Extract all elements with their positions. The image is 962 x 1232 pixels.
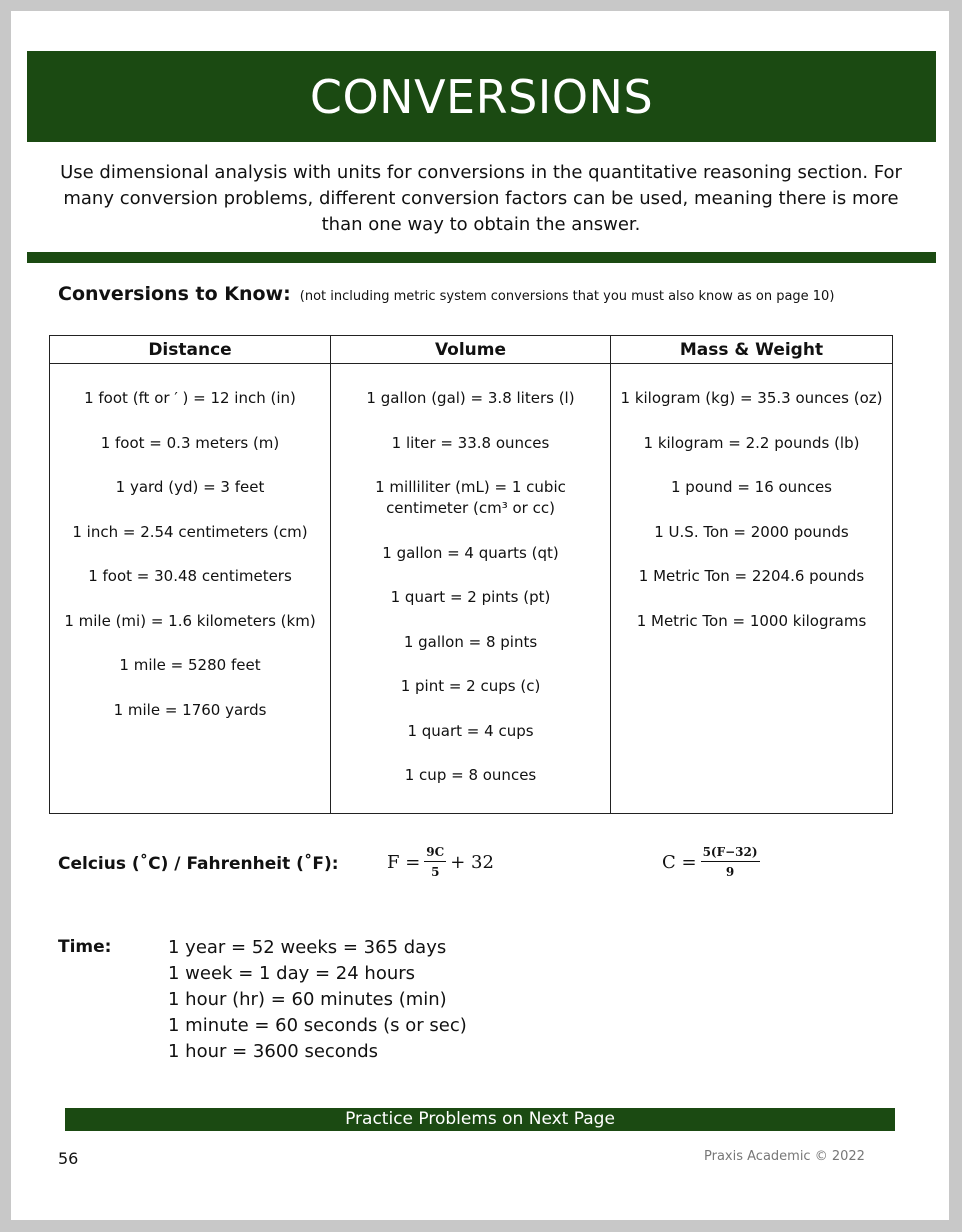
list-item: 1 mile = 5280 feet [119, 656, 261, 674]
formula-lhs: F = [387, 851, 421, 873]
formula-fraction [424, 845, 446, 879]
distance-column [50, 364, 331, 814]
list-item: 1 hour (hr) = 60 minutes (min) [168, 989, 447, 1010]
fraction-denominator: 9 [725, 865, 735, 879]
fahrenheit-formula [387, 845, 494, 879]
list-item: 1 inch = 2.54 centimeters (cm) [72, 522, 308, 541]
list-item: 1 year = 52 weeks = 365 days [168, 937, 447, 958]
list-item: 1 liter = 33.8 ounces [391, 433, 550, 452]
fraction-numerator: 9C [424, 845, 446, 862]
copyright-notice: Praxis Academic © 2022 [704, 1149, 865, 1164]
section-heading-note: (not including metric system conversions that you must also know as on page 10) [299, 289, 835, 304]
column-header-distance: Distance [50, 336, 331, 364]
list-item: 1 Metric Ton = 1000 kilograms [636, 611, 867, 630]
list-item: 1 U.S. Ton = 2000 pounds [654, 522, 849, 541]
list-item: 1 gallon (gal) = 3.8 liters (l) [366, 389, 575, 407]
list-item: 1 quart = 4 cups [407, 721, 534, 740]
list-item: 1 mile (mi) = 1.6 kilometers (km) [64, 611, 316, 630]
formula-rhs: + 32 [450, 851, 494, 873]
section-heading [58, 283, 834, 305]
list-item: 1 quart = 2 pints (pt) [390, 588, 551, 606]
list-item: 1 foot = 30.48 centimeters [88, 567, 292, 585]
list-item: 1 pint = 2 cups (c) [400, 677, 541, 695]
temperature-label: Celcius (˚C) / Fahrenheit (˚F): [58, 854, 339, 874]
fraction-denominator: 5 [431, 865, 440, 879]
volume-column [331, 364, 611, 814]
list-item: 1 Metric Ton = 2204.6 pounds [638, 567, 865, 585]
page-number: 56 [58, 1149, 79, 1168]
formula-lhs: C = [662, 851, 697, 873]
column-header-volume: Volume [331, 336, 611, 364]
page-title: CONVERSIONS [27, 51, 936, 142]
intro-paragraph: Use dimensional analysis with units for conversions in the quantitative reasoning section. For many conversion problems, different conversion factors can be used, meaning there is more than one way to obtain the answer. [60, 162, 902, 235]
column-header-mass: Mass & Weight [611, 336, 893, 364]
time-conversions [168, 935, 467, 1065]
celsius-formula [662, 845, 764, 879]
list-item: 1 kilogram = 2.2 pounds (lb) [643, 433, 860, 452]
list-item: 1 yard (yd) = 3 feet [115, 478, 265, 496]
list-item: 1 mile = 1760 yards [113, 700, 267, 719]
table-body-row [50, 364, 893, 814]
section-heading-title: Conversions to Know: [58, 283, 291, 305]
document-page [11, 11, 949, 1220]
list-item: 1 gallon = 4 quarts (qt) [382, 543, 559, 562]
list-item: 1 minute = 60 seconds (s or sec) [168, 1015, 467, 1036]
fraction-numerator: 5(F−32) [701, 845, 760, 862]
list-item: 1 pound = 16 ounces [671, 478, 832, 496]
section-divider [27, 252, 936, 263]
list-item: 1 foot (ft or ′ ) = 12 inch (in) [84, 389, 296, 407]
list-item: 1 foot = 0.3 meters (m) [100, 433, 280, 452]
list-item: 1 hour = 3600 seconds [168, 1041, 379, 1062]
practice-problems-banner: Practice Problems on Next Page [65, 1108, 895, 1131]
mass-weight-column [611, 364, 893, 814]
list-item: 1 week = 1 day = 24 hours [168, 963, 416, 984]
list-item: 1 gallon = 8 pints [403, 632, 538, 651]
list-item: 1 milliliter (mL) = 1 cubic centimeter (cm³ or cc) [375, 478, 566, 517]
time-label: Time: [58, 937, 112, 957]
list-item: 1 kilogram (kg) = 35.3 ounces (oz) [620, 389, 883, 407]
conversion-table [49, 335, 893, 814]
formula-fraction [701, 845, 760, 879]
table-header-row [50, 336, 893, 364]
list-item: 1 cup = 8 ounces [404, 766, 537, 784]
